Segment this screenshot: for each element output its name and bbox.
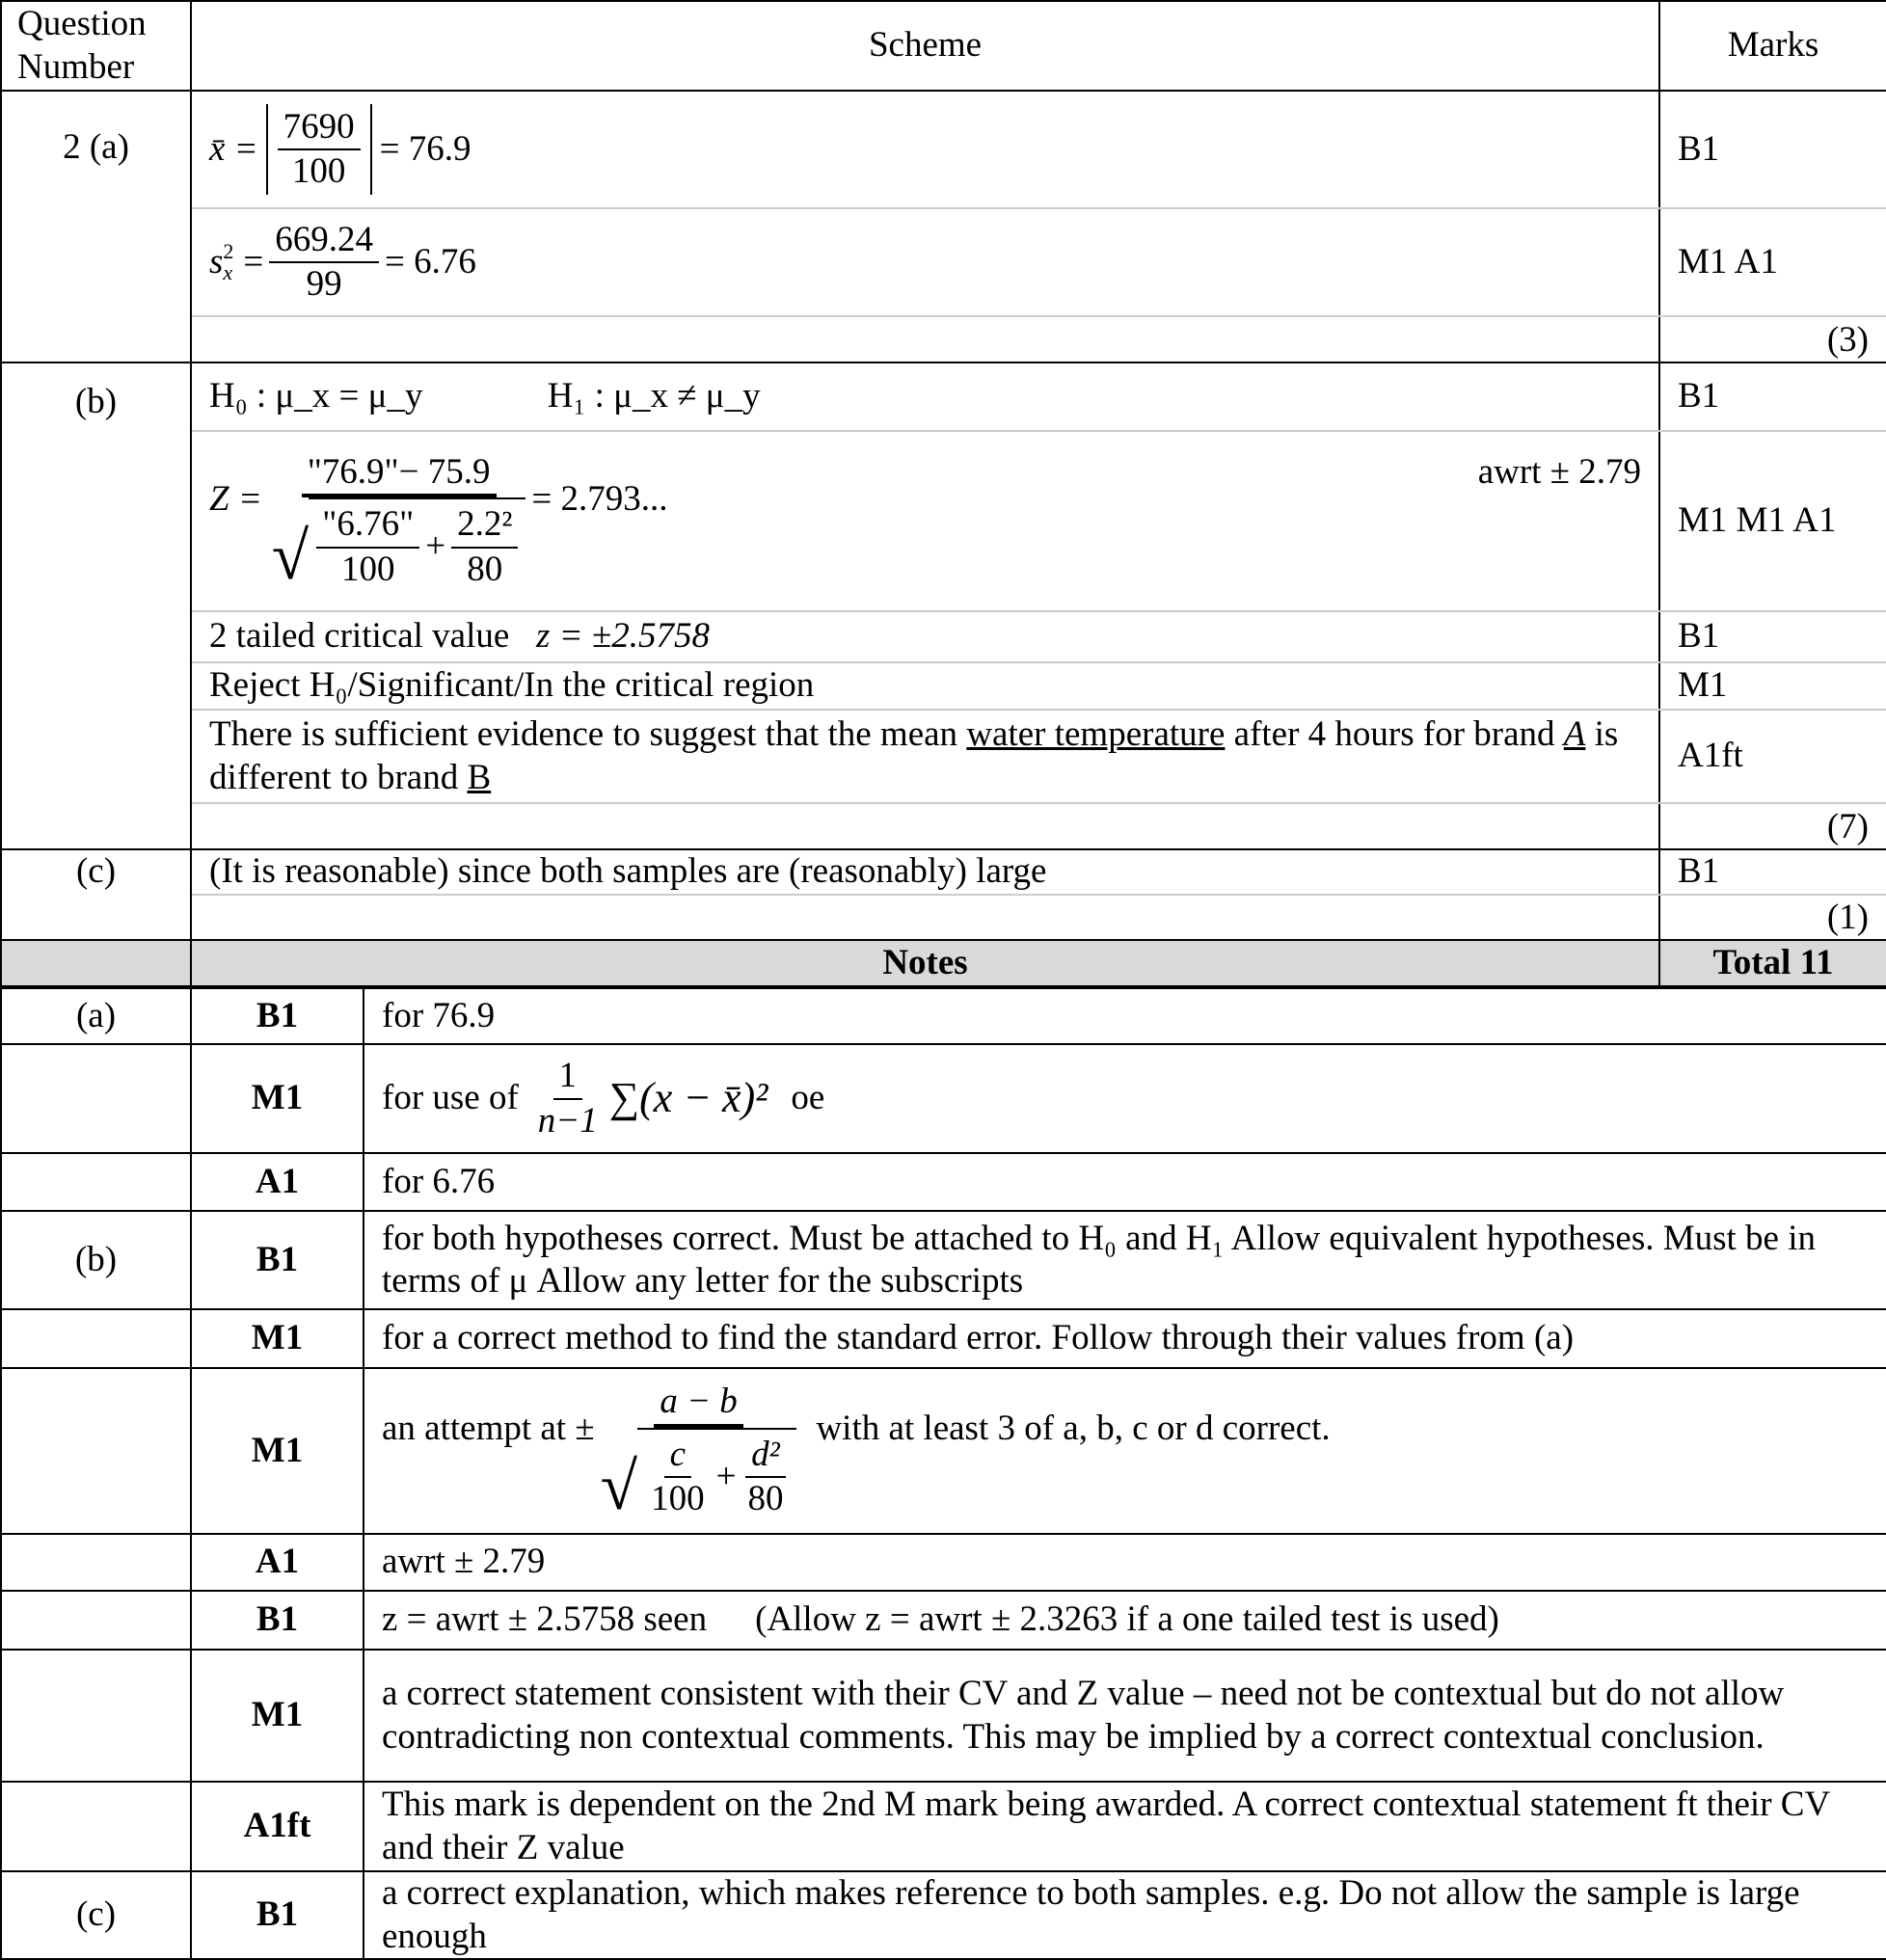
- note-mark: A1ft: [191, 1782, 364, 1871]
- note-text: for 76.9: [364, 988, 1886, 1044]
- header-marks: Marks: [1659, 1, 1886, 91]
- variance-sub: x: [223, 260, 233, 284]
- part-a-label: 2 (a): [1, 91, 191, 362]
- part-c-label: (c): [1, 849, 191, 940]
- note-mark: B1: [191, 1211, 364, 1309]
- z-numerator: "76.9"− 75.9: [302, 451, 497, 497]
- mean-lhs: x̄ =: [209, 128, 258, 169]
- z-note: awrt ± 2.79: [1477, 451, 1641, 492]
- note-text-main: z = awrt ± 2.5758 seen: [382, 1599, 708, 1640]
- note-d-den: 80: [747, 1479, 784, 1519]
- conclusion-1: There is sufficient evidence to suggest that the mean: [209, 714, 967, 755]
- mean-result: = 76.9: [379, 128, 472, 169]
- mean-numerator: 7690: [278, 106, 361, 150]
- critical-value-number: z = ±2.5758: [536, 616, 710, 657]
- note-sum-expr: ∑(x − x̄)²: [608, 1074, 768, 1122]
- conclusion-2: after 4 hours for brand: [1225, 714, 1564, 755]
- z-plus: +: [425, 526, 446, 567]
- note-mark: M1: [191, 1650, 364, 1782]
- z-var-a: "6.76": [316, 503, 419, 548]
- note-mark: M1: [191, 1309, 364, 1368]
- note-text: a correct explanation, which makes reference to both samples. e.g. Do not allow the sample is large enough: [364, 1871, 1886, 1959]
- note-text: [364, 1044, 1886, 1153]
- z-n-b: 80: [467, 549, 503, 589]
- note-mark: B1: [191, 988, 364, 1044]
- mean-denominator: 100: [291, 151, 346, 191]
- part-a-total: (3): [1659, 316, 1886, 362]
- note-text: a correct statement consistent with their CV and Z value – need not be contextual but do not allow contradicting non contextual comments. This may be implied by a correct contextual conclusion.: [364, 1650, 1886, 1782]
- z-n-a: 100: [340, 549, 395, 589]
- total-marks: Total 11: [1659, 940, 1886, 986]
- z-var-b: 2.2²: [451, 503, 518, 548]
- mark-hypotheses: B1: [1659, 362, 1886, 431]
- part-c-total: (1): [1659, 895, 1886, 940]
- z-lhs: Z =: [209, 478, 262, 519]
- null-hypothesis: H₀ : μ_x = μ_y: [209, 376, 423, 416]
- conclusion-3: is different to brand: [209, 714, 1619, 797]
- variance-denominator: 99: [306, 264, 342, 304]
- note-frac-num: a − b: [654, 1381, 742, 1427]
- z-statistic-working: [191, 431, 1659, 611]
- critical-value: [191, 611, 1659, 662]
- note-suffix: with at least 3 of a, b, c or d correct.: [816, 1409, 1331, 1449]
- mark-critical: B1: [1659, 611, 1886, 662]
- note-text: awrt ± 2.79: [364, 1534, 1886, 1591]
- variance-symbol: s: [209, 241, 224, 282]
- z-denominator-sqrt: √ $\frac{"6.76"}{100}$ + $\frac{\text{2.2²}}{80}$: [272, 497, 526, 591]
- note-mark: A1: [191, 1153, 364, 1211]
- note-text: an attempt at ± a − b √ $\frac{c}{100}$ + $\frac{\text{d²}}{80}$ with at least 3 of a, b, c or d correct.: [364, 1368, 1886, 1534]
- mark-mean: B1: [1659, 91, 1886, 208]
- note-text-extra: (Allow z = awrt ± 2.3263 if a one tailed test is used): [755, 1599, 1499, 1640]
- note-d: d²: [745, 1434, 786, 1478]
- part-b-total: (7): [1659, 803, 1886, 849]
- variance-working: [191, 208, 1659, 316]
- note-suffix: oe: [791, 1078, 825, 1118]
- reject-statement: Reject H₀/Significant/In the critical region: [191, 662, 1659, 710]
- variance-sup: 2: [223, 239, 234, 263]
- note-frac-num: 1: [553, 1055, 583, 1099]
- conclusion-u2: A: [1563, 714, 1586, 755]
- note-part: (a): [1, 988, 191, 1044]
- part-c-text: (It is reasonable) since both samples are (reasonably) large: [191, 849, 1659, 895]
- note-frac-den: n−1: [537, 1100, 598, 1141]
- conclusion-u3: B: [467, 757, 492, 797]
- header-question-number: Question Number: [1, 1, 191, 91]
- alternative-hypothesis: H₁ : μ_x ≠ μ_y: [547, 376, 761, 416]
- mean-working: [191, 91, 1659, 208]
- header-scheme: Scheme: [191, 1, 1659, 91]
- conclusion-u1: water temperature: [966, 714, 1226, 755]
- critical-text: 2 tailed critical value: [209, 616, 510, 657]
- note-text: for 6.76: [364, 1153, 1886, 1211]
- note-text: This mark is dependent on the 2nd M mark being awarded. A correct contextual statement ft their CV and their Z value: [364, 1782, 1886, 1871]
- variance-result: = 6.76: [385, 241, 476, 282]
- note-c: c: [664, 1434, 691, 1478]
- mark-reject: M1: [1659, 662, 1886, 710]
- note-text: for a correct method to find the standard error. Follow through their values from (a): [364, 1309, 1886, 1368]
- note-mark: A1: [191, 1534, 364, 1591]
- notes-heading: Notes: [191, 940, 1659, 986]
- note-part: (b): [1, 1211, 191, 1309]
- hypotheses: [191, 362, 1659, 431]
- note-text: [364, 1591, 1886, 1650]
- note-c-den: 100: [651, 1479, 705, 1519]
- part-b-label: (b): [1, 362, 191, 849]
- note-mark: M1: [191, 1044, 364, 1153]
- note-part: (c): [1, 1871, 191, 1959]
- note-mark: B1: [191, 1591, 364, 1650]
- note-text: for both hypotheses correct. Must be attached to H₀ and H₁ Allow equivalent hypotheses. Must be in terms of μ Allow any letter for the subscripts: [364, 1211, 1886, 1309]
- mark-variance: M1 A1: [1659, 208, 1886, 316]
- note-text-prefix: for use of: [382, 1078, 519, 1118]
- variance-eq: =: [243, 241, 264, 282]
- note-mark: M1: [191, 1368, 364, 1534]
- variance-numerator: 669.24: [269, 219, 379, 263]
- note-text-prefix: an attempt at ±: [382, 1409, 595, 1449]
- notes-table: [0, 987, 1886, 1960]
- conclusion: [191, 710, 1659, 803]
- note-mark: B1: [191, 1871, 364, 1959]
- mark-z: M1 M1 A1: [1659, 431, 1886, 611]
- mark-conclusion: A1ft: [1659, 710, 1886, 803]
- mark-part-c: B1: [1659, 849, 1886, 895]
- z-result: = 2.793...: [531, 478, 668, 519]
